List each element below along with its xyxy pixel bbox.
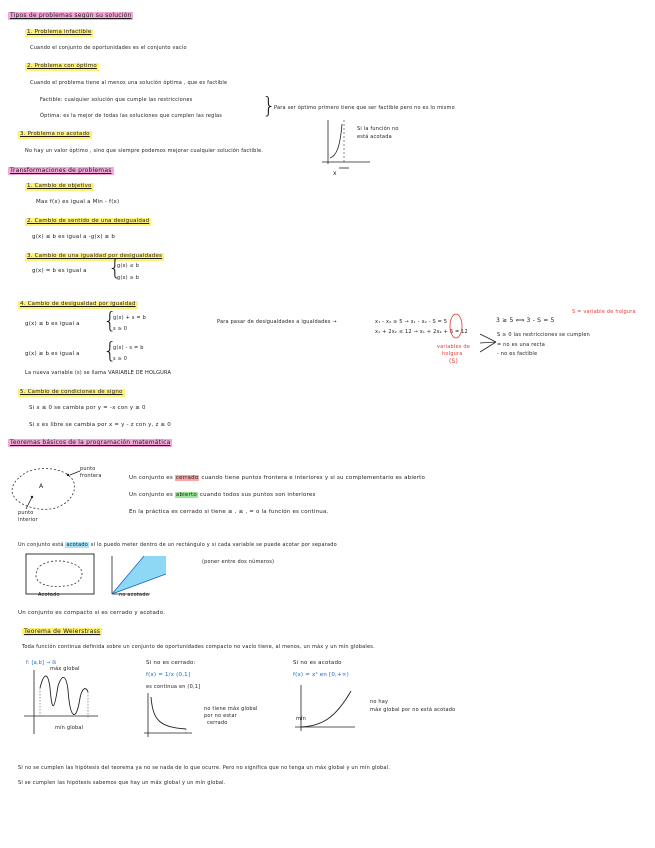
text-compacto: Un conjunto es compacto si es cerrado y acotado. [18, 610, 166, 616]
brace-left-ge: { [103, 339, 118, 364]
label-punto-frontera-2: frontera [80, 473, 102, 479]
section-title-tipos: Tipos de problemas según su solución [10, 12, 132, 19]
slack-highlight-circle [446, 313, 466, 343]
heading-optimo: 2. Problema con óptimo [27, 63, 97, 69]
text-para-pasar: Para pasar de desigualdades a igualdades → [217, 319, 337, 325]
heading-cambio-igualdad: 3. Cambio de una igualdad por desigualdades [27, 253, 163, 259]
text-eq2: x₁ + 2x₂ ≤ 12 → x₁ + 2x₂ + S = 12 [375, 329, 468, 335]
text-variable-holgura: La nueva variable (s) se llama VARIABLE DE HOLGURA [25, 370, 172, 376]
text-red-note: S = variable de holgura [572, 309, 636, 315]
heading-condiciones-signo: 5. Cambio de condiciones de signo [20, 389, 123, 395]
heading-no-acotado: 3. Problema no acotado [20, 131, 90, 137]
text-opt-3: - no es factible [497, 351, 538, 357]
g1-min-label: mín global [55, 725, 84, 731]
g2-function: f(x) = 1/x (0,1] [146, 672, 191, 678]
text-abierto-def [129, 493, 316, 499]
label-punto-interior-1: punto [18, 510, 34, 516]
brace-left-le: { [103, 309, 118, 334]
text-ge-lhs: g(x) ≥ b es igual a [25, 351, 80, 357]
highlight-abierto: abierto [175, 492, 197, 498]
text-entre-numeros: (poner entre dos números) [202, 559, 275, 565]
text-signo-1: Si x ≤ 0 se cambia por y = -x con y ≥ 0 [29, 405, 146, 411]
g2-note-2: por no estar [204, 713, 237, 719]
g3-heading: Si no es acotado [293, 660, 342, 666]
label-punto-interior-2: interior [18, 517, 38, 523]
g3-note-2: máx global por no está acotado [370, 707, 456, 713]
text-opt-2: = no es una recta [497, 342, 546, 348]
text-cerrado-post: cuando tiene puntos frontera e interiores y si su complementario es abierto [201, 475, 426, 481]
text-signo-2: Si x es libre se cambia por x = y - z con y, z ≥ 0 [29, 422, 171, 428]
text-final-1: Si no se cumplen las hipótesis del teorema ya no se nada de lo que ocurre. Pero no significa que no tenga un máx global y un mín global. [18, 765, 390, 771]
text-optima-def: Óptima: es la mejor de todas las soluciones que cumplen las reglas [40, 113, 223, 119]
text-weierstrass: Toda función continua definida sobre un conjunto de oportunidades compacto no vacío tiene, al menos, un máx y un mín globales. [22, 644, 375, 650]
text-ge-r2: s ≥ 0 [113, 356, 128, 362]
text-le-r2: s ≥ 0 [113, 326, 128, 332]
heading-cambio-sentido: 2. Cambio de sentido de una desigualdad [27, 218, 150, 224]
highlight-cerrado: cerrado [175, 475, 199, 481]
text-acotado-def [18, 543, 337, 548]
text-acotado-pre: Un conjunto está [18, 542, 64, 548]
g1-max-label: máx global [50, 666, 80, 672]
text-final-2: Si se cumplen las hipótesis sabemos que hay un máx global y un mín global. [18, 780, 226, 786]
text-infactible: Cuando el conjunto de oportunidades es el conjunto vacío [30, 45, 187, 51]
text-cambio-sentido: g(x) ≤ b es igual a -g(x) ≥ b [32, 234, 116, 240]
text-abierto-pre: Un conjunto es [129, 492, 173, 498]
section-title-teoremas: Teoremas básicos de la programación matemática [10, 439, 171, 446]
text-le-lhs: g(x) ≤ b es igual a [25, 321, 80, 327]
text-cerrado-pre: Un conjunto es [129, 475, 173, 481]
text-le-r1: g(x) + s = b [113, 315, 146, 321]
g2-heading: Si no es cerrado: [146, 660, 196, 666]
g2-note-1: no tiene máx global [204, 706, 258, 712]
g1-function: f: [a,b] → ℝ [26, 660, 57, 666]
text-igualdad-lhs: g(x) = b es igual a [32, 268, 87, 274]
text-ge-r1: g(x) - s = b [113, 345, 144, 351]
text-implication: 3 ≥ 5 ⟺ 3 - S = 5 [496, 317, 555, 324]
graph-note-2: está acotada [357, 134, 392, 140]
highlight-acotado: acotado [66, 542, 88, 548]
text-igualdad-r2: g(x) ≥ b [117, 275, 140, 281]
text-abierto-post: cuando todos sus puntos son interiores [199, 492, 316, 498]
brace-left-igualdad: { [108, 256, 123, 281]
text-opt-1: S ≥ 0 las restricciones se cumplen [497, 332, 591, 338]
label-acotado: Acotado [38, 592, 60, 598]
text-cerrado-practica: En la práctica es cerrado si tiene ≥ , ≤ , = o la función es continua. [129, 509, 329, 515]
label-punto-frontera-1: punto [80, 466, 96, 472]
graph-note-1: Si la función no [357, 126, 399, 132]
brace-right: } [262, 94, 277, 119]
set-label-a: A [39, 483, 44, 490]
text-holgura-label-2: holgura [442, 351, 463, 357]
text-optimo-note: Para ser óptimo primero tiene que ser factible pero no es lo mismo [274, 105, 455, 111]
three-way-arrows [478, 330, 498, 358]
graph-axis-x: x [333, 170, 337, 177]
g2-continua: es continua en (0,1] [146, 684, 201, 690]
text-holgura-label-1: variables de [437, 344, 471, 350]
g3-note-1: no hay [370, 699, 389, 705]
text-optimo: Cuando el problema tiene al menos una solución óptima , que es factible [30, 80, 228, 86]
g3-function: f(x) = x² en [0,+∞) [293, 672, 349, 678]
heading-cambio-objetivo: 1. Cambio de objetivo [27, 183, 92, 189]
heading-infactible: 1. Problema infactible [27, 29, 92, 35]
text-eq1: x₁ - x₂ ≥ 5 → x₁ - x₂ - S = 5 [375, 319, 448, 325]
text-factible-def: Factible: cualquier solución que cumple las restricciones [40, 97, 193, 103]
g3-min-label: mín [296, 716, 307, 722]
label-no-acotado: no acotado [119, 592, 149, 598]
text-no-acotado: No hay un valor óptimo , sino que siempre podemos mejorar cualquier solución factible. [25, 148, 264, 154]
text-cambio-objetivo: Max f(x) es igual a Min - f(x) [36, 199, 120, 205]
text-igualdad-r1: g(x) ≤ b [117, 263, 140, 269]
heading-desigualdad-igualdad: 4. Cambio de desigualdad por igualdad [20, 301, 136, 307]
heading-weierstrass: Teorema de Weierstrass [24, 628, 101, 635]
text-acotado-post: si lo puedo meter dentro de un rectángulo y si cada variable se puede acotar por separado [90, 542, 337, 548]
text-holgura-s: (S) [449, 358, 459, 365]
g2-note-3: cerrado [207, 720, 228, 726]
section-title-transformaciones: Transformaciones de problemas [10, 167, 112, 174]
graph-x-squared [293, 683, 363, 735]
graph-1-over-x [140, 693, 200, 745]
text-cerrado-def [129, 476, 425, 482]
